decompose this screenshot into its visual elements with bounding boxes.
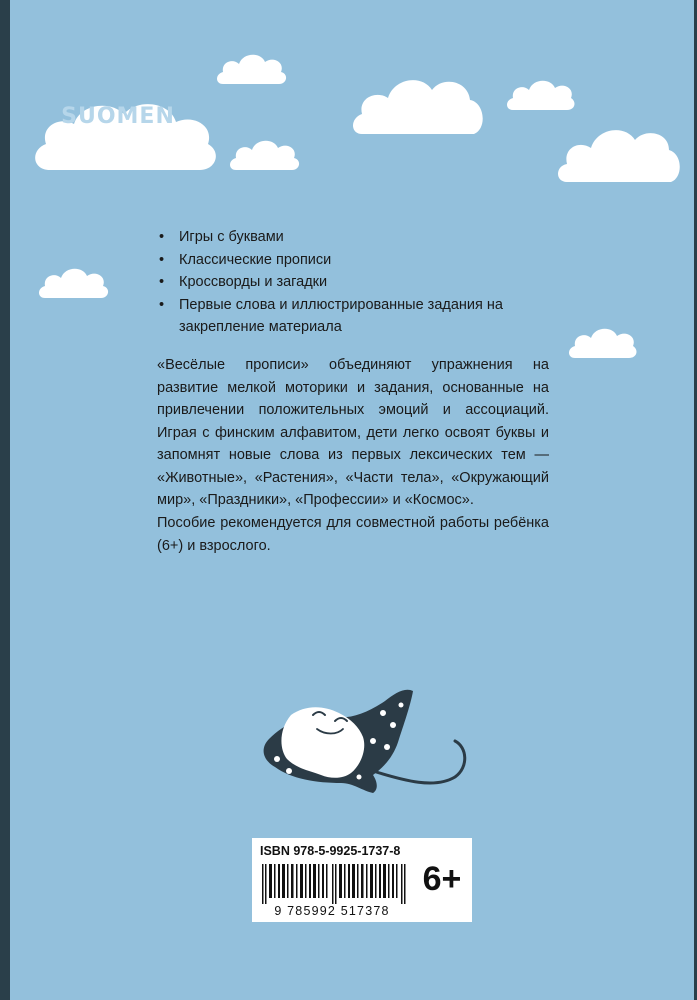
- bullet-icon: •: [159, 274, 165, 290]
- barcode: [262, 864, 412, 909]
- cloud: [555, 120, 681, 186]
- cloud: [37, 264, 109, 300]
- feature-list: [157, 226, 537, 339]
- brand-label: SUOMEN: [61, 104, 175, 129]
- age-rating: 6+: [422, 860, 462, 898]
- description-paragraph: «Весёлые прописи» объединяют упражнения на развитие мелкой моторики и задания, основанные на привлечении положительных эмоций и ассоциаций. Играя с финским алфавитом, дети легко освоят буквы и запомнят новые слова из первых лексических тем — «Животные», «Растения», «Части тела», «Окружающий мир», «Праздники», «Профессии» и «Космос».: [157, 357, 549, 508]
- bullet-icon: •: [159, 251, 165, 268]
- list-item: • Кроссворды и загадки: [157, 271, 537, 294]
- bullet-icon: •: [159, 229, 165, 245]
- list-item: • Игры с буквами: [157, 226, 537, 249]
- stingray-illustration: [255, 685, 485, 815]
- list-item: • Первые слова и иллюстрированные задания на закрепление материала: [157, 294, 537, 339]
- cloud: [350, 68, 486, 138]
- isbn-label: ISBN 978-5-9925-1737-8: [260, 844, 401, 858]
- cloud: [228, 136, 300, 172]
- cloud: [567, 324, 637, 360]
- recommendation-paragraph: Пособие рекомендуется для совместной работы ребёнка (6+) и взрослого.: [157, 515, 549, 554]
- barcode-digits: 9 785992 517378: [274, 904, 390, 918]
- back-cover: [10, 0, 694, 1000]
- bullet-icon: •: [159, 296, 165, 313]
- isbn-barcode-block: [252, 838, 472, 922]
- cloud: [215, 50, 287, 86]
- list-item: • Классические прописи: [157, 249, 537, 272]
- cloud: [505, 76, 575, 112]
